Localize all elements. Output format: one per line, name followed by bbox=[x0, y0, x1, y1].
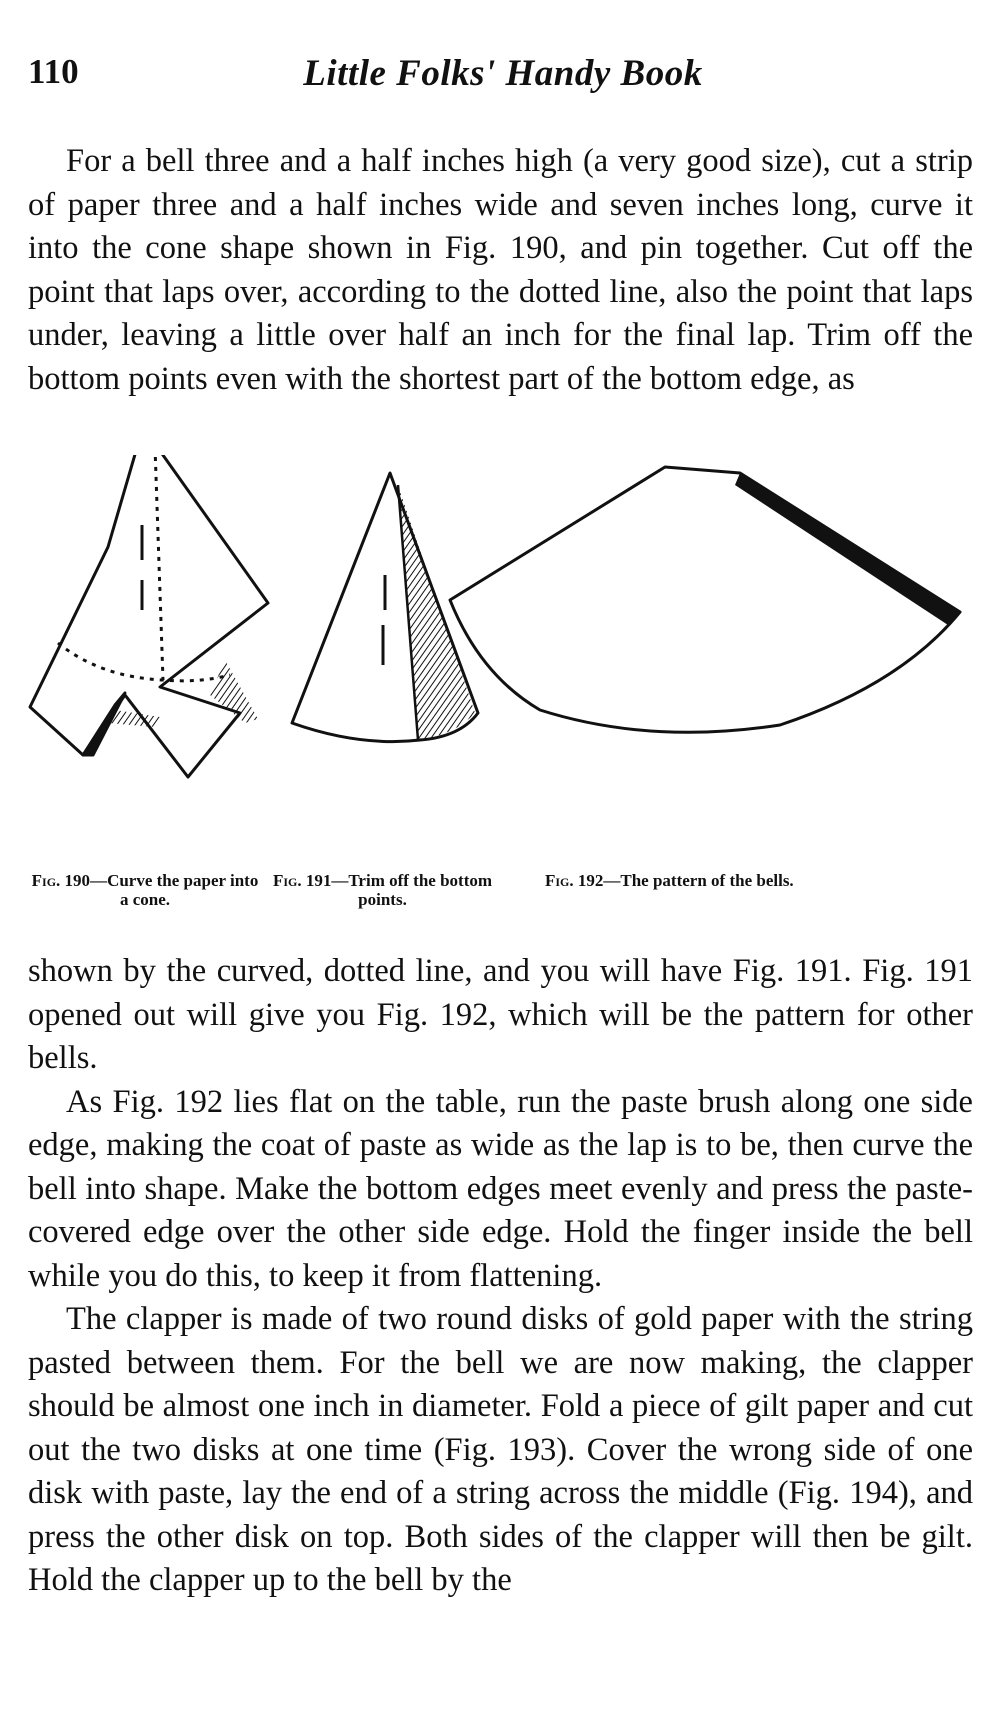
page-number: 110 bbox=[28, 52, 79, 91]
text-block-top bbox=[28, 140, 973, 401]
fig-191-caption: —Trim off the bottom points. bbox=[331, 871, 493, 909]
fig-190-caption: —Curve the paper into a cone. bbox=[90, 871, 259, 909]
figures-illustration bbox=[0, 455, 1000, 875]
paragraph-2: As Fig. 192 lies flat on the table, run the paste brush along one side edge, making the coat of paste as wide as the lap is to be, then curve the bell into shape. Make the bottom edges meet evenly and press the paste-covered edge over the other side edge. Hold the finger inside the bell while you do this, to keep it from flattening. bbox=[28, 1083, 973, 1294]
fig-190-label: Fig. 190 bbox=[31, 871, 91, 890]
fig-192-caption: —The pattern of the bells. bbox=[603, 871, 794, 890]
running-title: Little Folks' Handy Book bbox=[303, 53, 703, 94]
page-header bbox=[28, 52, 978, 102]
paragraph-1: For a bell three and a half inches high (a very good size), cut a strip of paper three and a half inches wide and seven inches long, curve it into the cone shape shown in Fig. 190, and pin together. Cut off the point that laps over, according to the dotted line, also the point that laps under, leaving a little over half an inch for the final lap. Trim off the bottom points even with the shortest part of the bottom edge, as bbox=[28, 143, 973, 397]
paragraph-1-continued: shown by the curved, dotted line, and you will have Fig. 191. Fig. 191 opened out will give you Fig. 192, which will be the pattern for other bells. bbox=[28, 953, 973, 1076]
text-block-bottom bbox=[28, 950, 973, 1603]
caption-fig-192 bbox=[520, 871, 945, 890]
figure-190-drawing bbox=[30, 455, 268, 777]
caption-fig-190 bbox=[30, 871, 260, 909]
figure-row bbox=[0, 455, 1000, 885]
figure-191-drawing bbox=[292, 473, 478, 742]
fig-191-label: Fig. 191 bbox=[272, 871, 332, 890]
paragraph-3: The clapper is made of two round disks of gold paper with the string pasted between them. For the bell we are now making, the clapper should be almost one inch in diameter. Fold a piece of gilt paper and cut out the two disks at one time (Fig. 193). Cover the wrong side of one disk with paste, lay the end of a string across the middle (Fig. 194), and press the other disk on top. Both sides of the clapper will then be gilt. Hold the clapper up to the bell by the bbox=[28, 1301, 973, 1598]
figure-192-drawing bbox=[450, 467, 960, 732]
fig-192-label: Fig. 192 bbox=[545, 871, 604, 890]
caption-fig-191 bbox=[270, 871, 495, 909]
